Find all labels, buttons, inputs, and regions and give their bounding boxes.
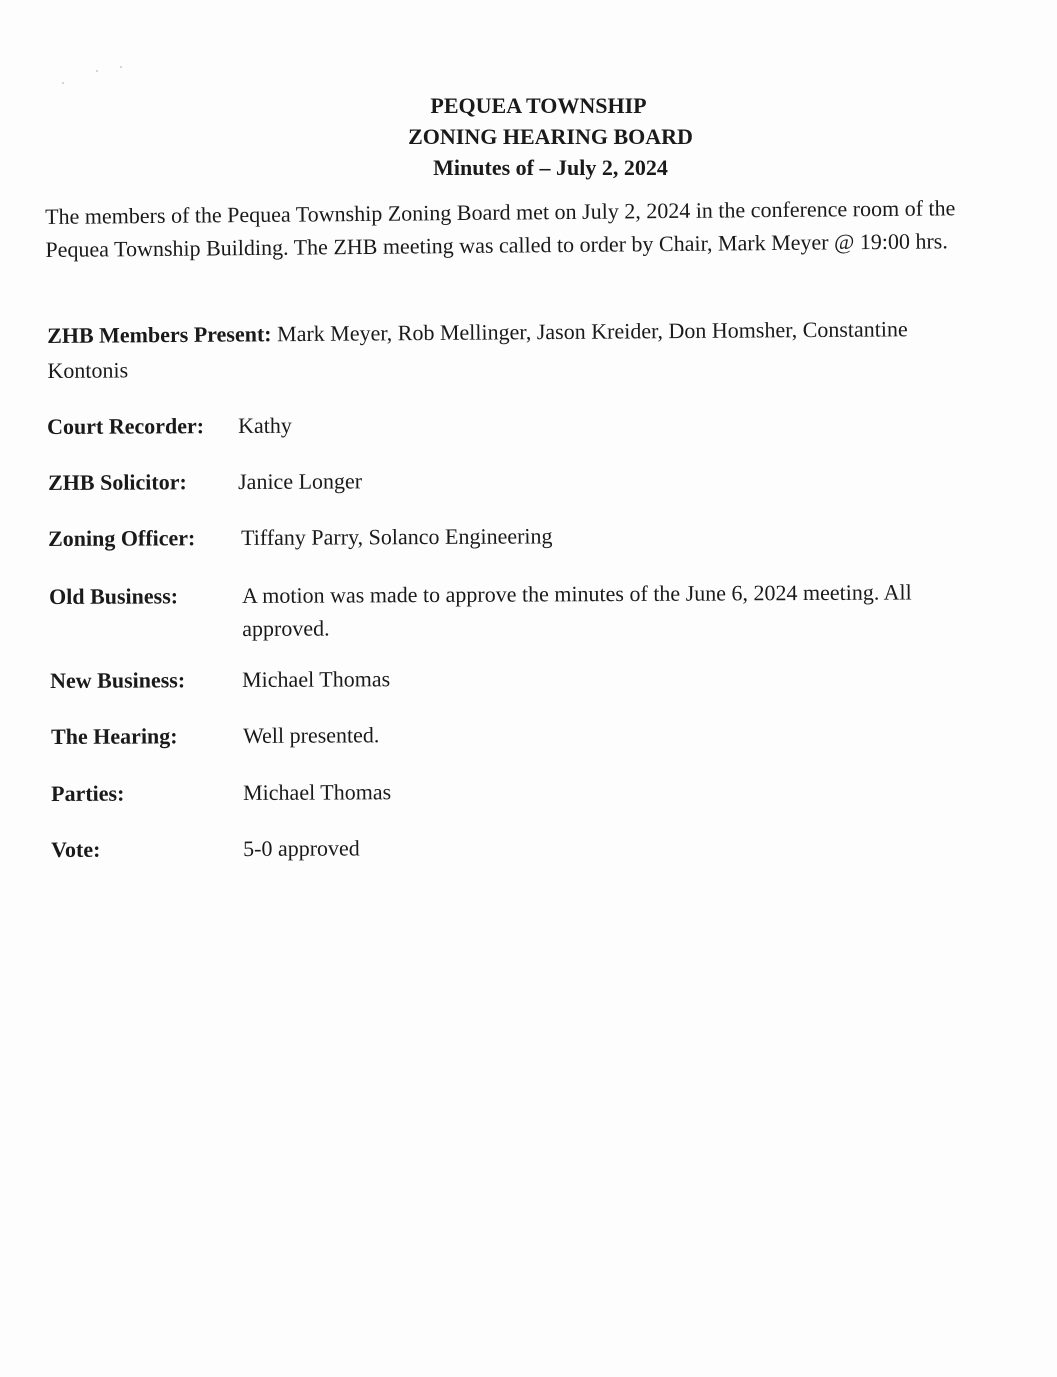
scan-speck	[120, 66, 122, 68]
field-value: Michael Thomas	[242, 666, 391, 692]
minutes-date: Minutes of – July 2, 2024	[433, 155, 668, 180]
scan-speck	[62, 82, 64, 84]
scan-speck	[96, 70, 98, 72]
board-name: ZONING HEARING BOARD	[408, 124, 693, 149]
field-value: Tiffany Parry, Solanco Engineering	[241, 523, 553, 550]
field-value: Michael Thomas	[243, 779, 392, 805]
members-present	[47, 311, 948, 388]
intro-paragraph: The members of the Pequea Township Zoning Board met on July 2, 2024 in the conference room of the Pequea Township Building. The ZHB meeting was called to order by Chair, Mark Meyer @ 19:00 hrs.	[45, 195, 956, 262]
field-label: Zoning Officer:	[48, 525, 196, 551]
field-label: The Hearing:	[51, 723, 178, 749]
field-value: Well presented.	[243, 722, 380, 748]
field-value: 5-0 approved	[243, 835, 360, 861]
members-present-value: Mark Meyer, Rob Mellinger, Jason Kreider, Don Homsher, Constantine Kontonis	[47, 316, 908, 383]
township-name: PEQUEA TOWNSHIP	[430, 93, 647, 118]
field-label: ZHB Solicitor:	[48, 469, 187, 495]
field-label: New Business:	[50, 667, 186, 693]
field-label: Court Recorder:	[47, 413, 205, 439]
members-present-label: ZHB Members Present:	[47, 321, 272, 348]
field-label: Old Business:	[49, 583, 179, 609]
field-label: Parties:	[51, 780, 125, 806]
field-label: Vote:	[51, 836, 101, 862]
document-header	[0, 90, 1057, 183]
field-value: Janice Longer	[238, 468, 363, 495]
field-value: Kathy	[238, 412, 292, 438]
field-value: A motion was made to approve the minutes of the June 6, 2024 meeting. All approved.	[242, 579, 912, 641]
